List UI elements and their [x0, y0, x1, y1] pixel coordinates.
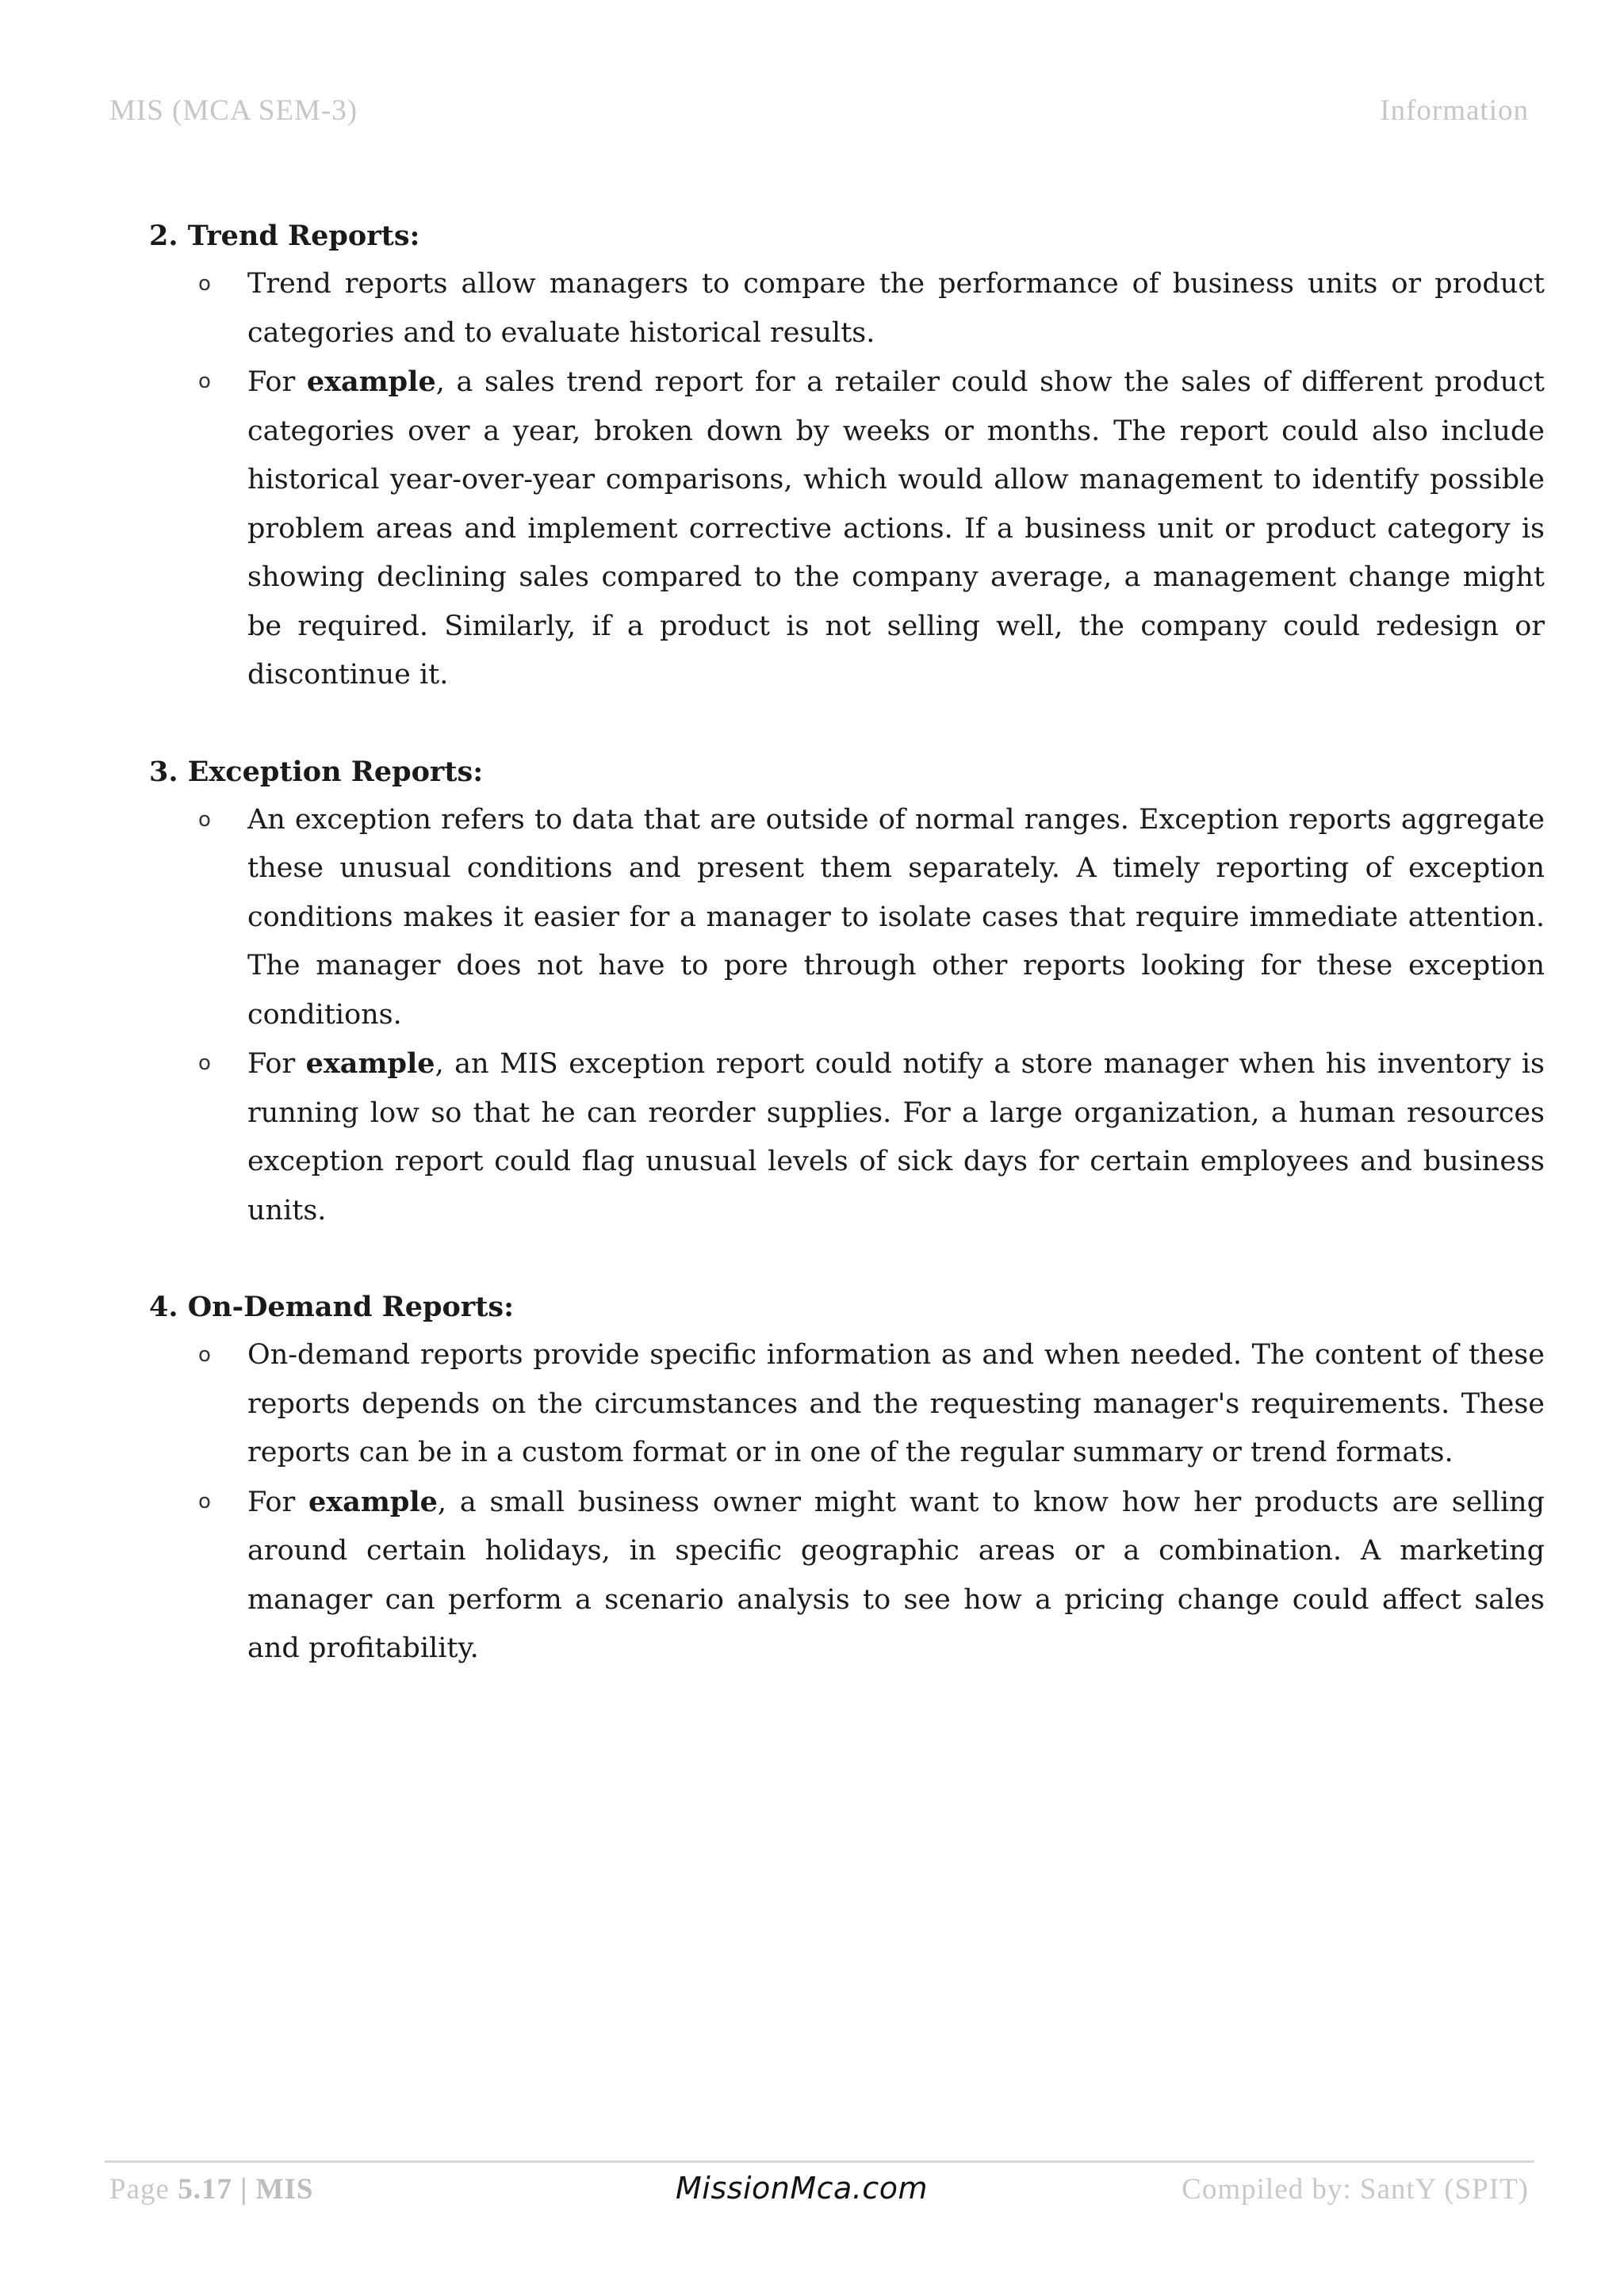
- item-text-bold: example: [308, 1485, 438, 1518]
- section-title: 2. Trend Reports:: [149, 220, 420, 252]
- bullet-icon: o: [198, 272, 211, 296]
- bullet-icon: o: [198, 807, 211, 832]
- footer-compiled-by: Compiled by: SantY (SPIT): [1182, 2173, 1529, 2206]
- page-content: [149, 212, 1545, 1722]
- item-text-bold: example: [305, 1047, 435, 1080]
- footer-page-number: [109, 2172, 313, 2206]
- list-item: [149, 260, 1545, 358]
- list-item: [149, 1478, 1545, 1674]
- section-title: 4. On-Demand Reports:: [149, 1291, 515, 1323]
- footer-page-value: 5.17 | MIS: [178, 2173, 314, 2206]
- item-text-rest: , a small business owner might want to know how her products are selling around certain holidays, in specific geographic areas or a combination. A marketing manager can perform a scenario analysis to see how a pricing change could affect sales and profitability.: [247, 1486, 1545, 1664]
- bullet-list: [149, 796, 1545, 1236]
- list-item: [149, 796, 1545, 1040]
- section-exception-reports: [149, 748, 1545, 1236]
- section-trend-reports: [149, 212, 1545, 700]
- bullet-icon: o: [198, 369, 211, 393]
- header-right: Information: [1380, 94, 1529, 127]
- item-text-rest: , a sales trend report for a retailer could show the sales of different product categories over a year, broken down by weeks or months. The report could also include historical year-over-year comparisons, which would allow management to identify possible problem areas and implement corrective actions. If a business unit or product category is showing declining sales compared to the company average, a management change might be required. Similarly, if a product is not selling well, the company could redesign or discontinue it.: [247, 366, 1545, 691]
- footer-page-prefix: Page: [109, 2173, 178, 2206]
- item-text: An exception refers to data that are outside of normal ranges. Exception reports aggregate these unusual conditions and present them separately. A timely reporting of exception conditions makes it easier for a manager to isolate cases that require immediate attention. The manager does not have to pore through other reports looking for these exception conditions.: [247, 803, 1545, 1031]
- bullet-list: [149, 1331, 1545, 1674]
- section-title: 3. Exception Reports:: [149, 755, 484, 788]
- item-text: On-demand reports provide specific information as and when needed. The content of these reports depends on the circumstances and the requesting manager's requirements. These reports can be in a custom format or in one of the regular summary or trend formats.: [247, 1339, 1545, 1468]
- item-text-lead: For: [247, 1048, 306, 1080]
- list-item: [149, 1331, 1545, 1478]
- item-text-lead: For: [247, 1486, 309, 1518]
- bullet-icon: o: [198, 1051, 211, 1075]
- list-item: [149, 1039, 1545, 1235]
- item-text: Trend reports allow managers to compare the performance of business units or product categories and to evaluate historical results.: [247, 268, 1545, 349]
- bullet-icon: o: [198, 1343, 211, 1367]
- section-on-demand-reports: [149, 1284, 1545, 1674]
- item-text-rest: , an MIS exception report could notify a store manager when his inventory is running low so that he can reorder supplies. For a large organization, a human resources exception report could flag unusual levels of sick days for certain employees and business units.: [247, 1048, 1545, 1226]
- site-logo: MissionMca.com: [676, 2171, 929, 2206]
- header-left: MIS (MCA SEM-3): [109, 94, 358, 127]
- item-text-bold: example: [306, 365, 436, 398]
- item-text-lead: For: [247, 366, 307, 398]
- footer-divider: [105, 2160, 1534, 2163]
- bullet-icon: o: [198, 1489, 211, 1513]
- list-item: [149, 358, 1545, 700]
- bullet-list: [149, 260, 1545, 700]
